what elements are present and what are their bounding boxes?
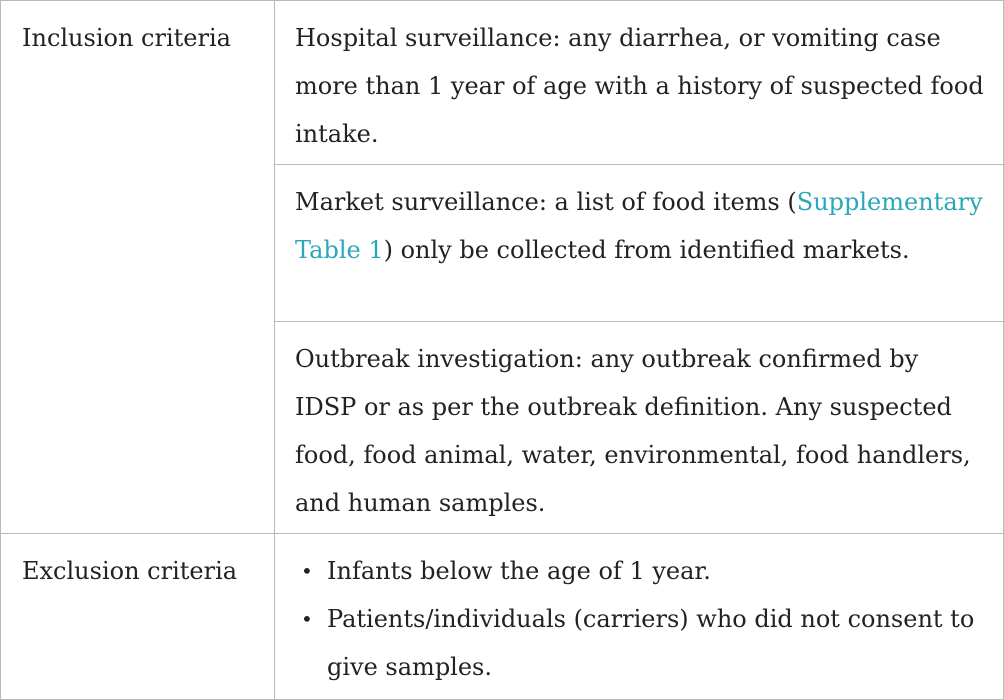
inclusion-criteria-label-text: Inclusion criteria [22, 24, 231, 52]
exclusion-item-text: Patients/individuals (carriers) who did not consent to give samples. [327, 605, 975, 681]
outbreak-investigation-text: Outbreak investigation: any outbreak confirmed by IDSP or as per the outbreak definition. Any suspected food, food animal, water, environmental, food handlers, and human samples. [295, 345, 971, 517]
bullet-icon: • [301, 607, 313, 631]
exclusion-criteria-list [295, 547, 987, 691]
exclusion-criteria-label-text: Exclusion criteria [22, 557, 238, 585]
exclusion-criteria-label [1, 534, 275, 700]
market-surveillance-cell [275, 165, 1004, 322]
bullet-icon: • [301, 559, 313, 583]
inclusion-criteria-label [1, 1, 275, 534]
exclusion-item-text: Infants below the age of 1 year. [327, 557, 711, 585]
outbreak-investigation-cell [275, 322, 1004, 534]
list-item [295, 595, 987, 691]
supplementary-table-link[interactable]: Supplementary Table 1 [295, 188, 983, 264]
table-row [1, 534, 1004, 700]
hospital-surveillance-text: Hospital surveillance: any diarrhea, or vomiting case more than 1 year of age with a history of suspected food intake. [295, 24, 984, 148]
market-surveillance-text-after: ) only be collected from identified markets. [383, 236, 910, 264]
list-item [295, 547, 987, 595]
hospital-surveillance-cell [275, 1, 1004, 165]
exclusion-criteria-cell [275, 534, 1004, 700]
market-surveillance-text-before: Market surveillance: a list of food items ( [295, 188, 797, 216]
table-row [1, 1, 1004, 165]
